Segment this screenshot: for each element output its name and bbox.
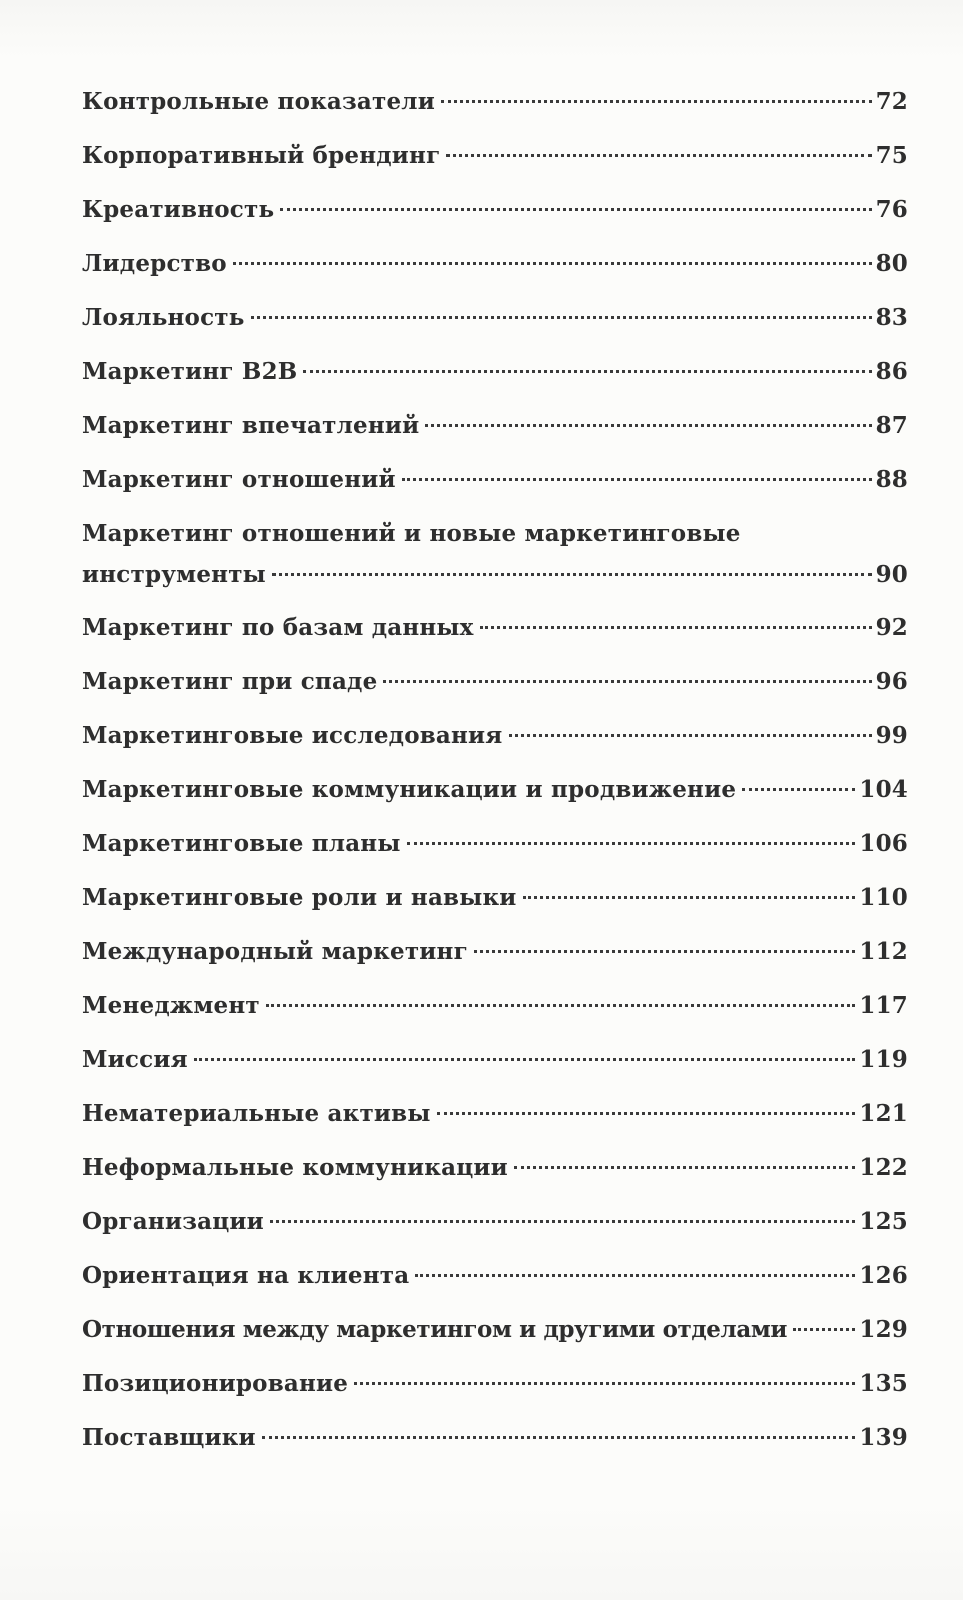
toc-entry (82, 358, 908, 385)
dot-leader (415, 1274, 855, 1277)
dot-leader (480, 626, 872, 629)
toc-entry (82, 938, 908, 965)
toc-entry-title: Маркетинговые планы (82, 830, 401, 857)
dot-leader (509, 734, 872, 737)
toc-entry (82, 466, 908, 493)
toc-entry-page: 87 (875, 412, 908, 439)
toc-entry-page: 99 (875, 722, 908, 749)
toc-entry-title: Контрольные показатели (82, 88, 435, 115)
toc-entry-page: 122 (859, 1154, 908, 1181)
dot-leader (441, 100, 872, 103)
toc-entry-title: Маркетинговые исследования (82, 722, 503, 749)
toc-entry (82, 1424, 908, 1451)
toc-entry-title: Маркетинг B2B (82, 358, 298, 385)
dot-leader (425, 424, 871, 427)
toc-entry-title: Нематериальные активы (82, 1100, 431, 1127)
toc-entry (82, 1370, 908, 1397)
dot-leader (742, 788, 855, 791)
toc-entry (82, 1046, 908, 1073)
toc-entry (82, 1208, 908, 1235)
dot-leader (270, 1220, 855, 1223)
toc-entry (82, 520, 908, 588)
dot-leader (303, 370, 871, 373)
toc-entry-title: Маркетинг при спаде (82, 668, 378, 695)
dot-leader (446, 154, 871, 157)
toc-entry (82, 1316, 908, 1343)
toc-entry-title: Маркетинг впечатлений (82, 412, 420, 439)
toc-entry-title: Лояльность (82, 304, 245, 331)
dot-leader (383, 680, 871, 683)
toc-entry-title: Отношения между маркетингом и другими отделами (82, 1316, 788, 1343)
dot-leader (793, 1328, 855, 1331)
toc-entry-title: Менеджмент (82, 992, 260, 1019)
toc-entry (82, 830, 908, 857)
dot-leader (437, 1112, 856, 1115)
toc-entry-title: Неформальные коммуникации (82, 1154, 508, 1181)
dot-leader (194, 1058, 856, 1061)
toc-entry-title: Маркетинг по базам данных (82, 614, 474, 641)
toc-entry (82, 776, 908, 803)
toc-entry-page: 75 (875, 142, 908, 169)
toc-entry-title: Маркетинговые роли и навыки (82, 884, 517, 911)
toc-entry-page: 110 (859, 884, 908, 911)
toc-entry (82, 992, 908, 1019)
toc-entry (82, 142, 908, 169)
toc-entry-page: 112 (859, 938, 908, 965)
dot-leader (523, 896, 856, 899)
toc-entry-page: 96 (875, 668, 908, 695)
toc-entry (82, 250, 908, 277)
toc-entry-page: 90 (875, 561, 908, 588)
toc-entry-page: 76 (875, 196, 908, 223)
toc-entry-title: Международный маркетинг (82, 938, 468, 965)
dot-leader (262, 1436, 856, 1439)
toc-entry (82, 668, 908, 695)
toc-entry (82, 304, 908, 331)
toc-entry (82, 412, 908, 439)
toc-entry-page: 135 (859, 1370, 908, 1397)
toc-entry (82, 1262, 908, 1289)
toc-entry (82, 1100, 908, 1127)
dot-leader (272, 573, 872, 576)
toc-entry-title: Миссия (82, 1046, 188, 1073)
toc-entry-page: 119 (859, 1046, 908, 1073)
toc-entry (82, 1154, 908, 1181)
toc-entry-title: Поставщики (82, 1424, 256, 1451)
toc-entry-page: 106 (859, 830, 908, 857)
toc-entry (82, 722, 908, 749)
toc-entry-title: Маркетинг отношений (82, 466, 396, 493)
toc-entry-page: 125 (859, 1208, 908, 1235)
toc-entry-page: 104 (859, 776, 908, 803)
toc-entry-title: Ориентация на клиента (82, 1262, 410, 1289)
dot-leader (280, 208, 871, 211)
toc-entry-page: 86 (875, 358, 908, 385)
dot-leader (266, 1004, 856, 1007)
toc-entry-page: 72 (875, 88, 908, 115)
toc-entry (82, 614, 908, 641)
toc-entry-page: 92 (875, 614, 908, 641)
toc-entry-page: 121 (859, 1100, 908, 1127)
toc-entry-title: Креативность (82, 196, 275, 223)
toc-entry-title: Организации (82, 1208, 264, 1235)
dot-leader (474, 950, 856, 953)
toc-entry (82, 884, 908, 911)
toc-entry-title: Позиционирование (82, 1370, 349, 1397)
toc-entry-title: Корпоративный брендинг (82, 142, 441, 169)
dot-leader (402, 478, 872, 481)
dot-leader (514, 1166, 855, 1169)
toc-entry-title: Маркетинговые коммуникации и продвижение (82, 776, 737, 803)
toc-entry-page: 88 (875, 466, 908, 493)
dot-leader (251, 316, 872, 319)
toc-entry (82, 88, 908, 115)
dot-leader (407, 842, 856, 845)
toc-entry-title: Лидерство (82, 250, 227, 277)
toc-entry-title-line1: Маркетинг отношений и новые маркетинговые (82, 520, 741, 547)
toc-entry-page: 139 (859, 1424, 908, 1451)
toc-entry (82, 196, 908, 223)
toc-entry-page: 117 (859, 992, 908, 1019)
dot-leader (354, 1382, 855, 1385)
toc-entry-title: инструменты (82, 561, 266, 588)
dot-leader (233, 262, 872, 265)
toc-entry-page: 80 (875, 250, 908, 277)
toc-entry-page: 83 (875, 304, 908, 331)
toc-entry-page: 126 (859, 1262, 908, 1289)
toc-entry-page: 129 (859, 1316, 908, 1343)
